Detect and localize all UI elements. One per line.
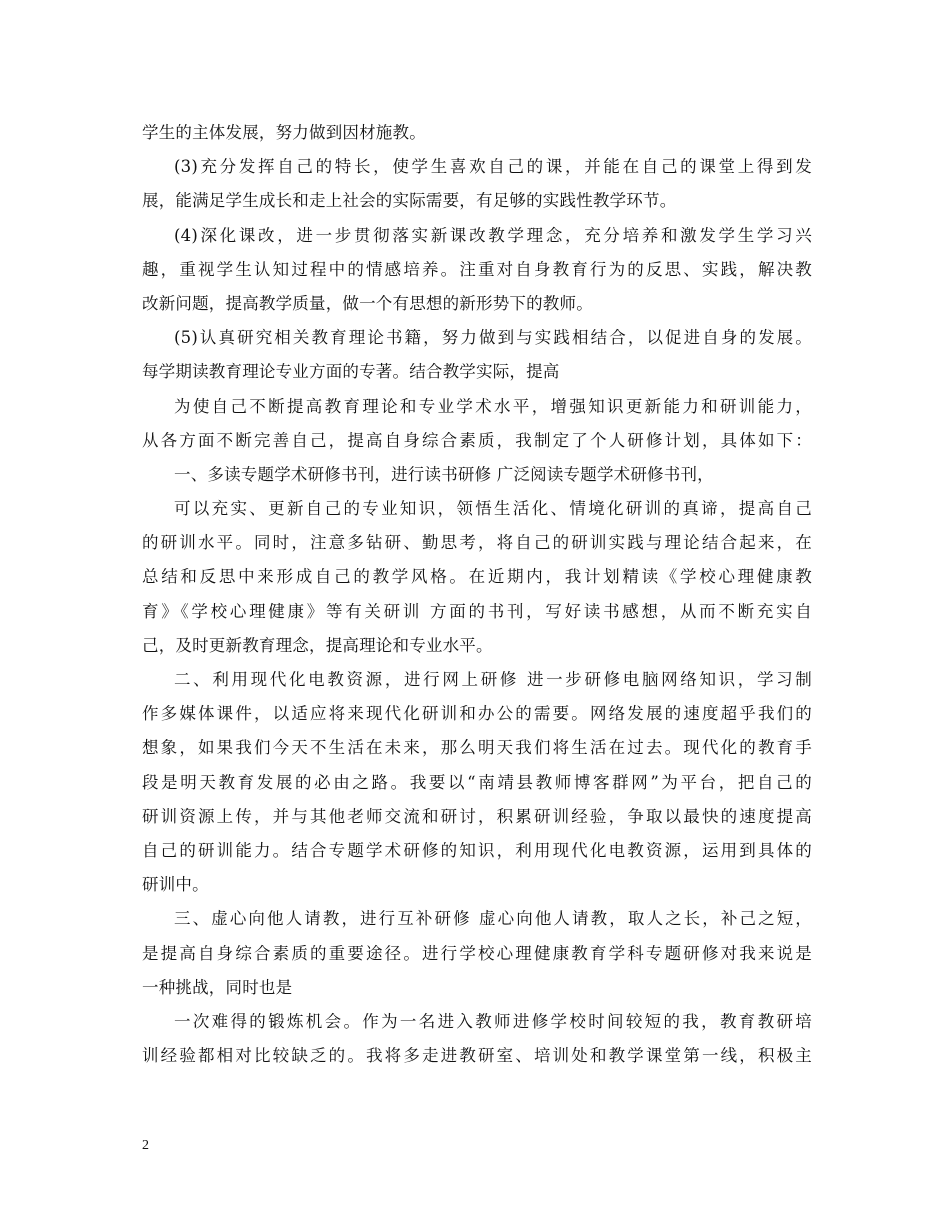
text-line: 一种挑战，同时也是: [142, 977, 293, 997]
text-line: 育》《学校心理健康》等有关研训 方面的书刊，写好读书感想，从而不断充实自: [142, 601, 812, 621]
text-line: 研训资源上传，并与其他老师交流和研讨，积累研训经验，争取以最快的速度提高: [142, 806, 812, 826]
text-line: 是提高自身综合素质的重要途径。进行学校心理健康教育学科专题研修对我来说是: [142, 943, 812, 963]
text-line: 从各方面不断完善自己，提高自身综合素质，我制定了个人研修计划，具体如下：: [142, 430, 812, 450]
text-line: 的研训水平。同时，注意多钻研、勤思考，将自己的研训实践与理论结合起来，在: [142, 533, 812, 553]
text-line: 学生的主体发展，努力做到因材施教。: [142, 123, 426, 142]
text-line: (3)充分发挥自己的特长，使学生喜欢自己的课，并能在自己的课堂上得到发: [174, 157, 812, 177]
text-line: 趣，重视学生认知过程中的情感培养。注重对自身教育行为的反思、实践，解决教: [142, 259, 812, 279]
text-line: (4)深化课改，进一步贯彻落实新课改教学理念，充分培养和激发学生学习兴: [174, 225, 812, 245]
text-line: 可以充实、更新自己的专业知识，领悟生活化、情境化研训的真谛，提高自己: [174, 499, 812, 519]
text-line: 一、多读专题学术研修书刊，进行读书研修 广泛阅读专题学术研修书刊，: [174, 464, 714, 484]
text-line: 自己的研训能力。结合专题学术研修的知识，利用现代化电教资源，运用到具体的: [142, 840, 812, 860]
text-line: 训经验都相对比较缺乏的。我将多走进教研室、培训处和教学课堂第一线，积极主: [142, 1046, 812, 1066]
text-line: 研训中。: [142, 875, 209, 895]
text-line: 总结和反思中来形成自己的教学风格。在近期内，我计划精读《学校心理健康教: [142, 567, 812, 587]
text-line: (5)认真研究相关教育理论书籍，努力做到与实践相结合，以促进自身的发展。: [174, 328, 812, 348]
text-line: 二、利用现代化电教资源，进行网上研修 进一步研修电脑网络知识，学习制: [174, 670, 812, 689]
text-line: 三、虚心向他人请教，进行互补研修 虚心向他人请教，取人之长，补己之短，: [174, 909, 812, 929]
text-line: 一次难得的锻炼机会。作为一名进入教师进修学校时间较短的我，教育教研培: [174, 1011, 812, 1031]
text-line: 每学期读教育理论专业方面的专著。结合教学实际，提高: [142, 362, 560, 382]
document-body: [142, 116, 812, 1073]
text-line: 段是明天教育发展的必由之路。我要以“南靖县教师博客群网”为平台，把自己的: [142, 772, 812, 792]
page-number: 2: [142, 1138, 149, 1153]
text-line: 己，及时更新教育理念，提高理论和专业水平。: [142, 635, 493, 655]
text-line: 改新问题，提高教学质量，做一个有思想的新形势下的教师。: [142, 293, 593, 313]
text-line: 作多媒体课件，以适应将来现代化研训和办公的需要。网络发展的速度超乎我们的: [142, 704, 812, 724]
text-line: 展，能满足学生成长和走上社会的实际需要，有足够的实践性教学环节。: [142, 191, 677, 211]
text-line: 为使自己不断提高教育理论和专业学术水平，增强知识更新能力和研训能力，: [174, 396, 812, 416]
text-line: 想象，如果我们今天不生活在未来，那么明天我们将生活在过去。现代化的教育手: [142, 738, 812, 758]
